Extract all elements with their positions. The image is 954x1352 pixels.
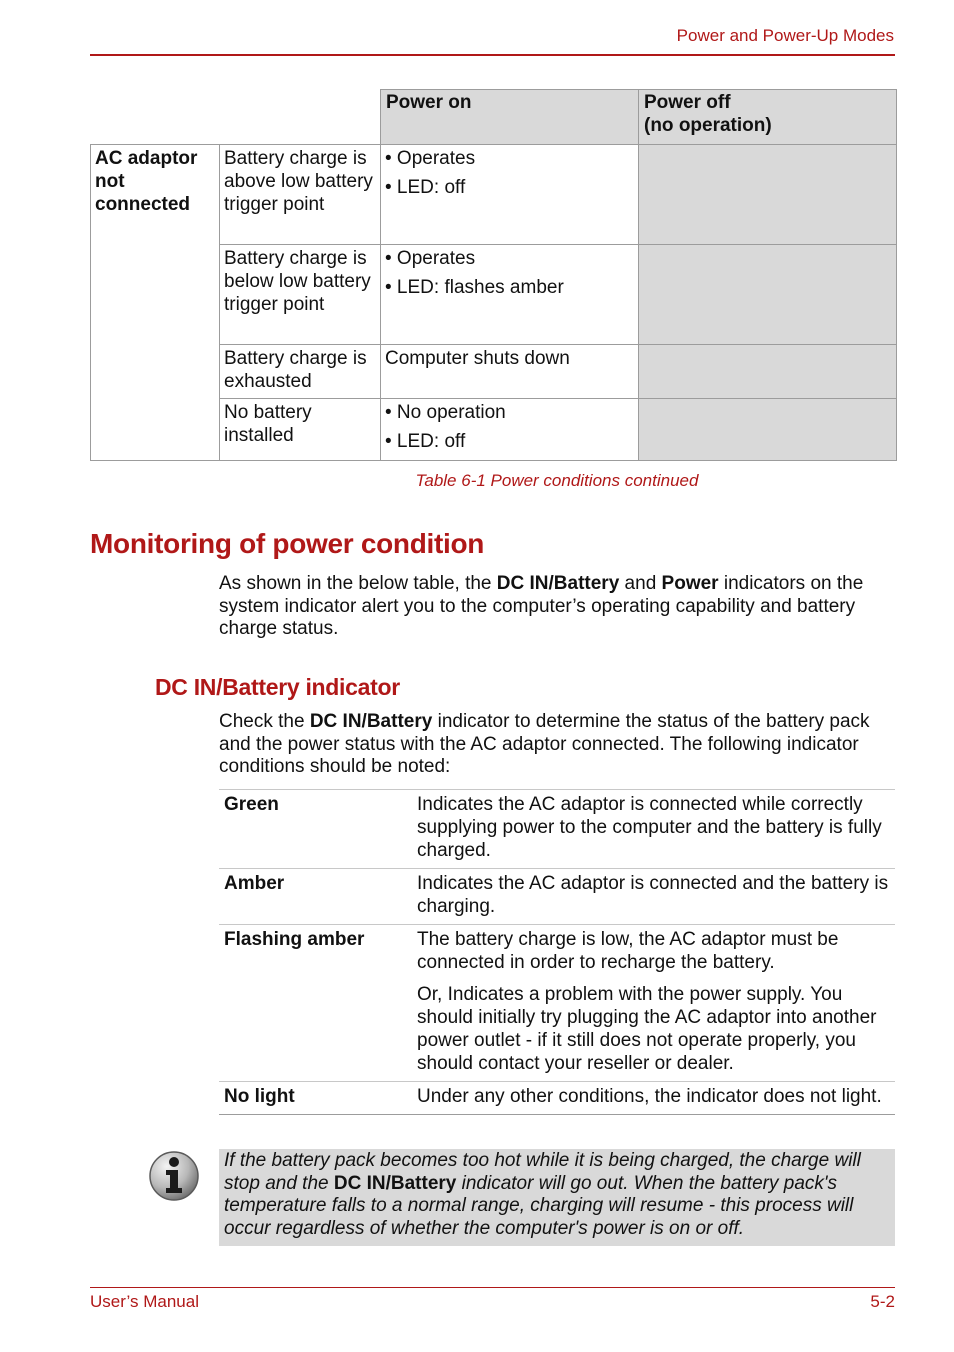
indicator-description: The battery charge is low, the AC adaptor must be connected in order to recharge the battery. Or, Indicates a problem with the power supply. You should initially try plugging the AC adaptor into another power outlet - if it still does not operate properly, you should contact your reseller or dealer.: [412, 925, 895, 1082]
page-number: 5-2: [870, 1292, 895, 1311]
power-on-cell: [381, 145, 639, 245]
power-on-line: • LED: off: [385, 431, 466, 452]
note-box: If the battery pack becomes too hot while it is being charged, the charge will stop and the DC IN/Battery indicator will go out. When the battery pack's temperature falls to a normal range, charging will resume - this process will occur regardless of whether the computer's power is on or off.: [219, 1149, 895, 1246]
column-header-power-off: [639, 90, 897, 145]
table-row: [219, 925, 895, 1082]
section-title: Monitoring of power condition: [90, 528, 485, 559]
power-off-cell: [639, 345, 897, 399]
power-on-line: Computer shuts down: [385, 348, 570, 369]
indicator-description: Under any other conditions, the indicator does not light.: [412, 1082, 895, 1115]
power-on-cell: [381, 399, 639, 461]
power-on-cell: [381, 345, 639, 399]
subsection-title: DC IN/Battery indicator: [155, 674, 400, 700]
power-on-line: • LED: flashes amber: [385, 277, 564, 298]
power-off-cell: [639, 145, 897, 245]
indicator-term: Green: [219, 790, 412, 869]
row-group-ac-adaptor: AC adaptor not connected: [91, 145, 220, 461]
indicator-description: Indicates the AC adaptor is connected while correctly supplying power to the computer and the battery is fully charged.: [412, 790, 895, 869]
footer-rule: [90, 1287, 895, 1288]
power-conditions-table: [90, 89, 897, 461]
column-header-power-on: Power on: [381, 90, 639, 145]
indicator-term: Amber: [219, 869, 412, 925]
power-off-cell: [639, 399, 897, 461]
table-blank-corner: [91, 90, 381, 145]
section-intro: As shown in the below table, the DC IN/Battery and Power indicators on the system indicator alert you to the computer’s operating capability and battery charge status.: [219, 573, 864, 639]
power-on-line: • Operates: [385, 148, 476, 169]
condition-cell: Battery charge is above low battery trigger point: [220, 145, 381, 245]
info-icon: [148, 1150, 200, 1202]
table-row: [219, 790, 895, 869]
power-on-line: • No operation: [385, 402, 506, 423]
indicator-term: No light: [219, 1082, 412, 1115]
table-row: [219, 869, 895, 925]
power-off-cell: [639, 245, 897, 345]
power-on-line: • Operates: [385, 248, 476, 269]
indicator-table: [219, 789, 895, 1115]
power-off-label: Power off: [644, 92, 731, 113]
footer-manual-title: User’s Manual: [90, 1292, 199, 1311]
condition-cell: Battery charge is below low battery trigger point: [220, 245, 381, 345]
table-row: [219, 1082, 895, 1115]
condition-cell: No battery installed: [220, 399, 381, 461]
indicator-description: Indicates the AC adaptor is connected and the battery is charging.: [412, 869, 895, 925]
power-off-sublabel: (no operation): [644, 115, 772, 136]
table-caption: Table 6-1 Power conditions continued: [415, 471, 699, 490]
subsection-intro: Check the DC IN/Battery indicator to determine the status of the battery pack and the power status with the AC adaptor connected. The following indicator conditions should be noted:: [219, 711, 870, 777]
header-section-title: Power and Power-Up Modes: [676, 26, 894, 45]
power-on-line: • LED: off: [385, 177, 466, 198]
header-rule: [90, 54, 895, 56]
power-on-cell: [381, 245, 639, 345]
indicator-term: Flashing amber: [219, 925, 412, 1082]
condition-cell: Battery charge is exhausted: [220, 345, 381, 399]
